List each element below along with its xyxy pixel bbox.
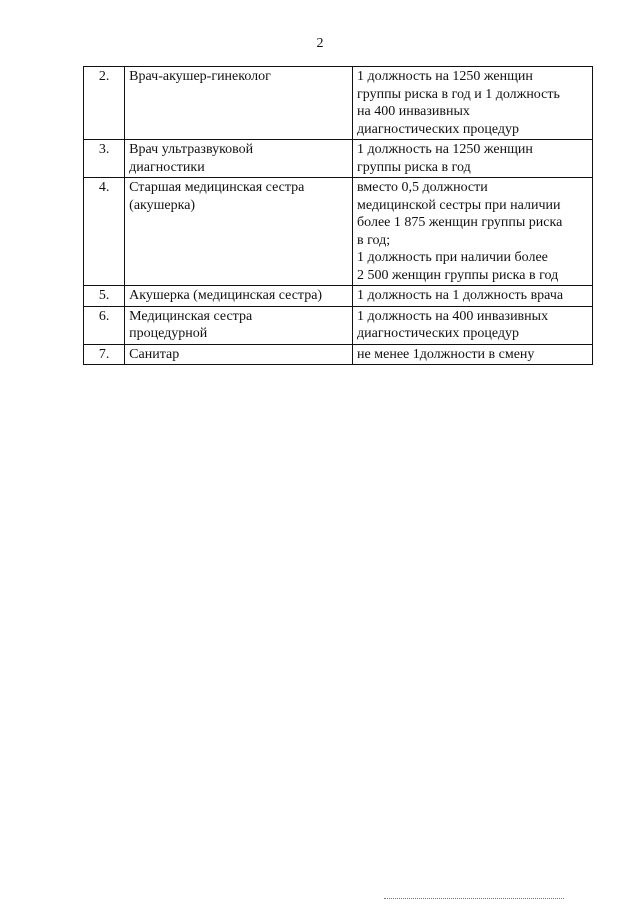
position-cell <box>125 286 353 307</box>
position-line: (акушерка) <box>129 197 196 213</box>
norm-line: 2 500 женщин группы риска в год <box>357 267 559 283</box>
norm-line: 1 должность при наличии более <box>357 250 548 265</box>
staffing-norm-cell <box>353 286 593 307</box>
staffing-norm-cell <box>353 140 593 178</box>
table-row <box>84 344 593 365</box>
position-line: Врач-акушер-гинеколог <box>129 69 271 84</box>
row-number: 7. <box>84 344 125 365</box>
norm-line: более 1 875 женщин группы риска <box>357 215 563 230</box>
scan-edge-line <box>384 898 564 900</box>
norm-line: диагностических процедур <box>357 121 520 137</box>
position-line: Медицинская сестра <box>129 308 253 324</box>
position-line: Старшая медицинская сестра <box>129 180 305 195</box>
row-number: 3. <box>84 140 125 178</box>
row-number: 4. <box>84 178 125 286</box>
row-number: 5. <box>84 286 125 307</box>
staffing-norm-cell <box>353 306 593 344</box>
norm-line: на 400 инвазивных <box>357 104 470 119</box>
norm-line: вместо 0,5 должности <box>357 180 488 195</box>
position-line: диагностики <box>129 159 205 175</box>
position-cell <box>125 140 353 178</box>
staffing-norm-cell <box>353 67 593 140</box>
position-line: Санитар <box>129 346 180 362</box>
norm-line: 1 должность на 1 должность врача <box>357 288 564 303</box>
norm-line: не менее 1должности в смену <box>357 346 535 362</box>
position-line: Акушерка (медицинская сестра) <box>129 288 323 303</box>
table-row <box>84 178 593 286</box>
staffing-table <box>83 66 593 365</box>
position-cell <box>125 306 353 344</box>
norm-line: в год; <box>357 232 391 248</box>
table-row <box>84 67 593 140</box>
norm-line: медицинской сестры при наличии <box>357 197 561 213</box>
norm-line: группы риска в год <box>357 159 471 175</box>
norm-line: 1 должность на 1250 женщин <box>357 142 533 157</box>
row-number: 6. <box>84 306 125 344</box>
staffing-norm-cell <box>353 178 593 286</box>
norm-line: группы риска в год и 1 должность <box>357 86 560 102</box>
position-line: Врач ультразвуковой <box>129 142 254 157</box>
position-cell <box>125 67 353 140</box>
row-number: 2. <box>84 67 125 140</box>
norm-line: 1 должность на 1250 женщин <box>357 69 533 84</box>
page-number: 2 <box>316 36 324 51</box>
table-row <box>84 306 593 344</box>
norm-line: диагностических процедур <box>357 326 520 341</box>
position-cell <box>125 178 353 286</box>
table-row <box>84 140 593 178</box>
norm-line: 1 должность на 400 инвазивных <box>357 308 549 324</box>
position-cell <box>125 344 353 365</box>
position-line: процедурной <box>129 326 208 341</box>
staffing-norm-cell <box>353 344 593 365</box>
table-row <box>84 286 593 307</box>
